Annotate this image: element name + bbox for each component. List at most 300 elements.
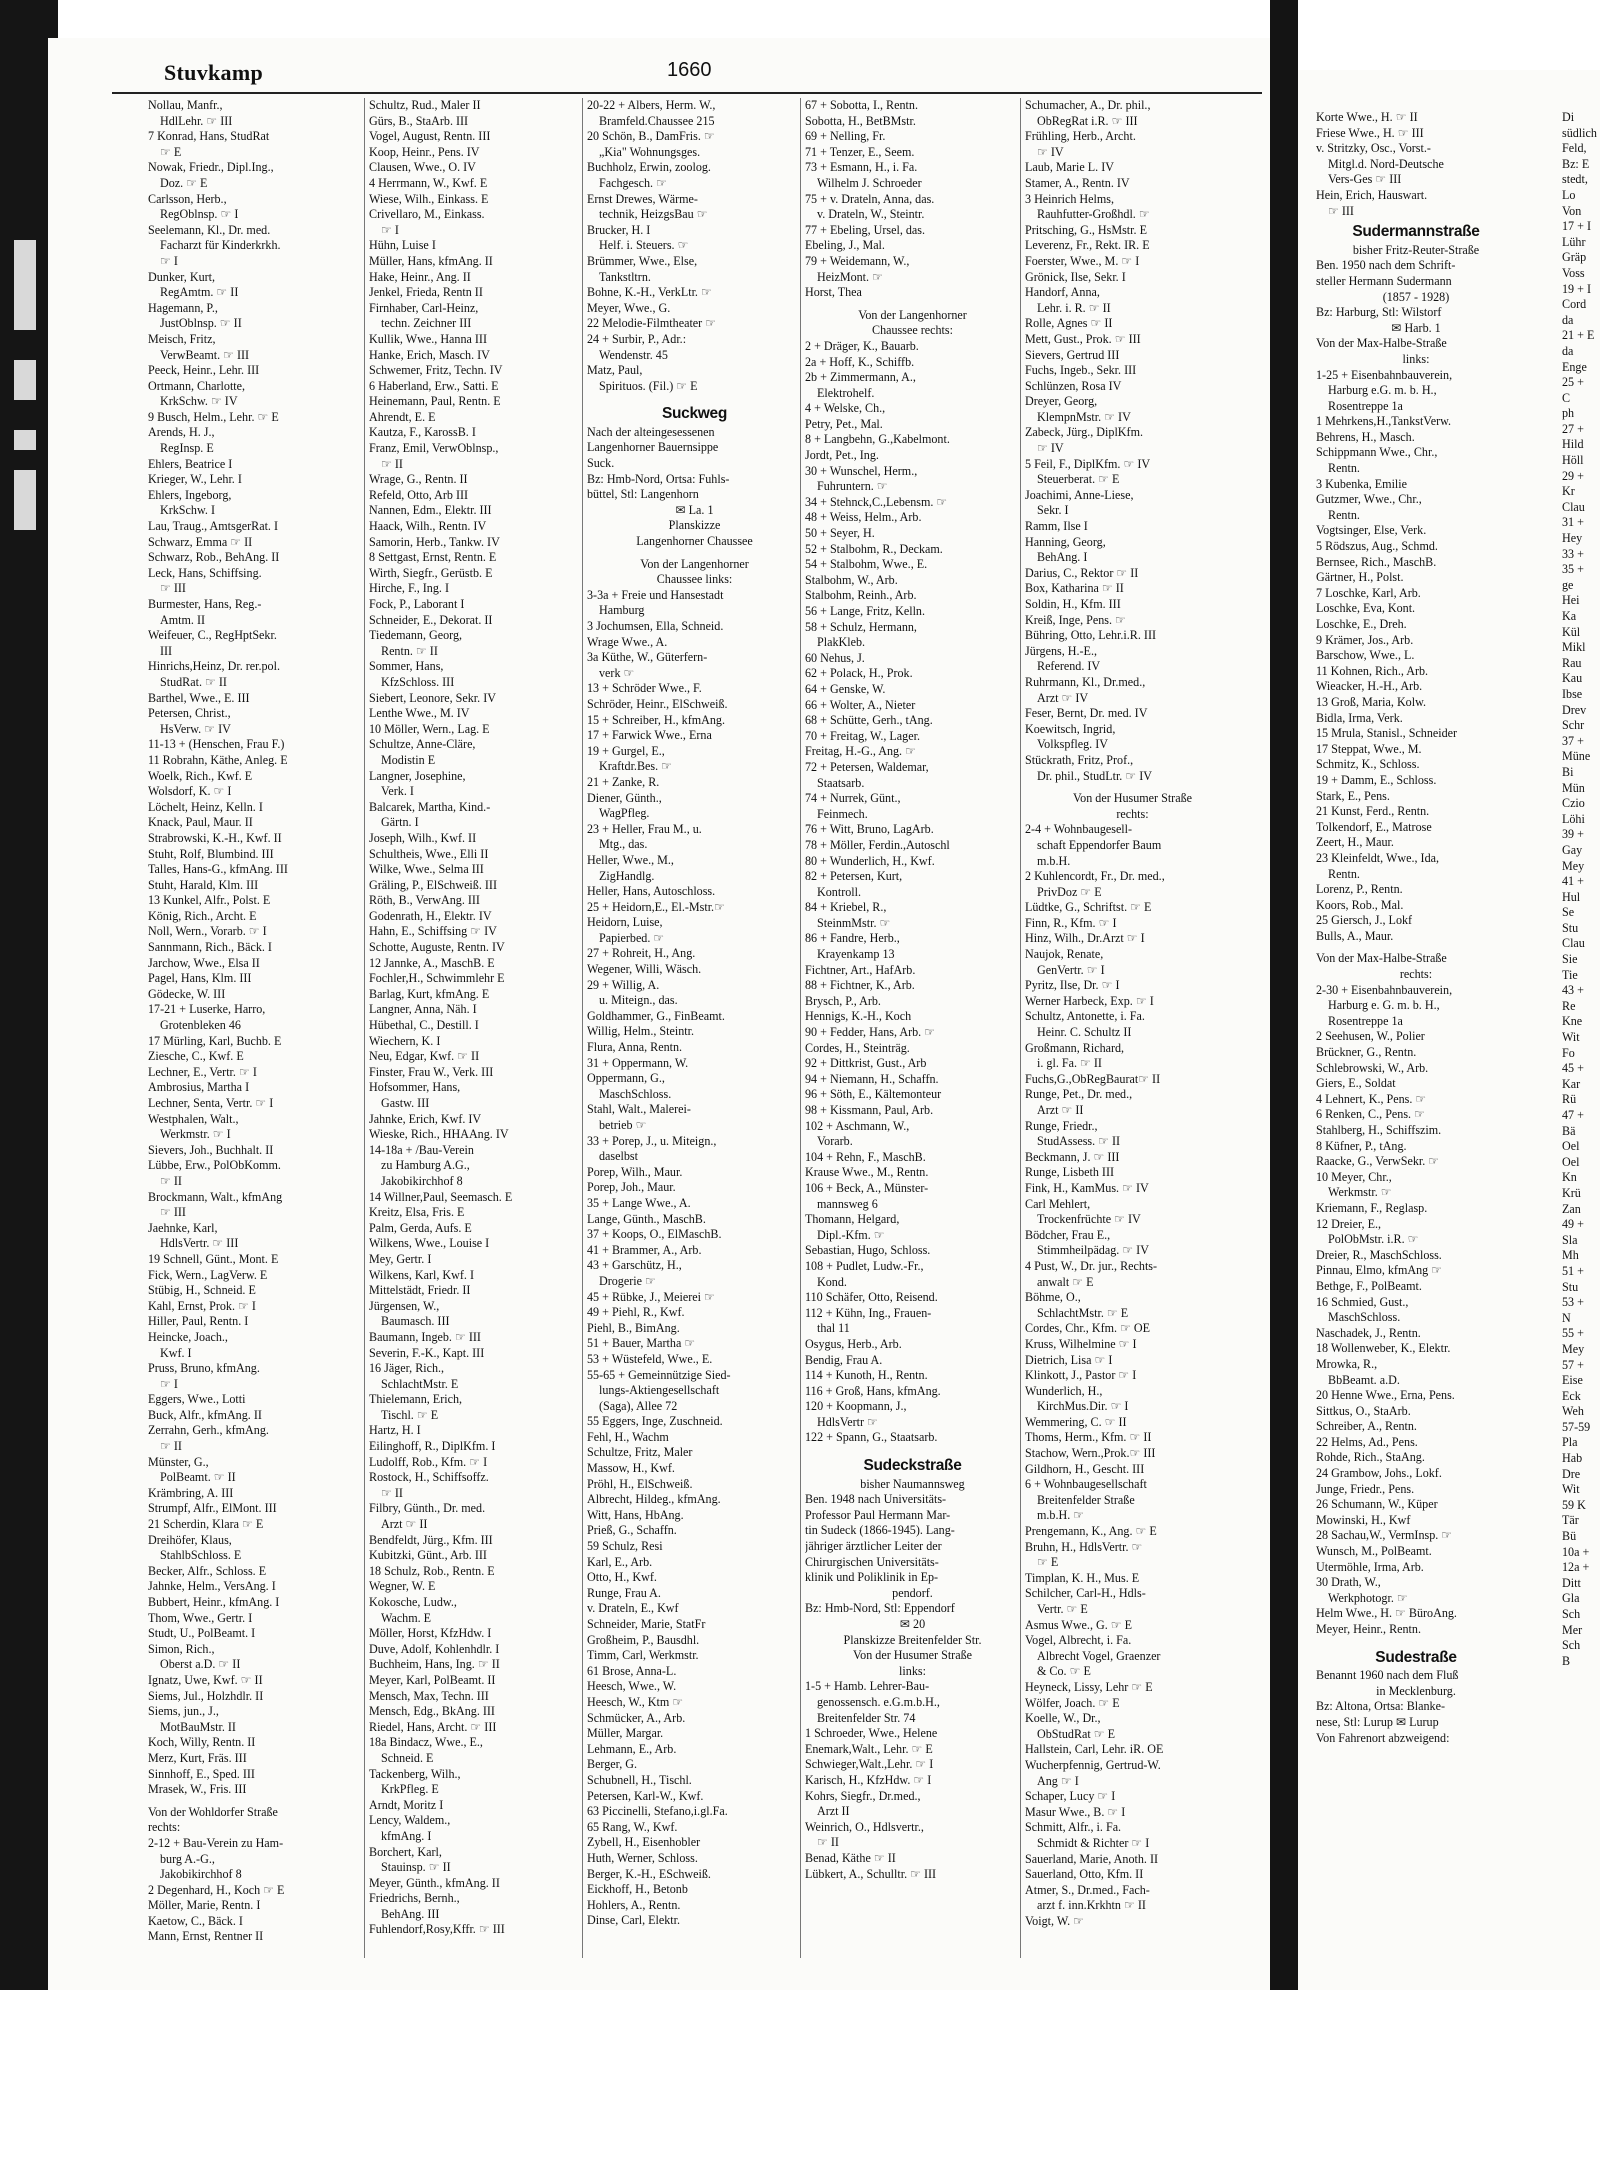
directory-entry: Brockmann, Walt., kfmAng (148, 1189, 283, 1204)
facing-fragment: südlich (1562, 125, 1597, 140)
directory-entry: Ernst Drewes, Wärme- (587, 191, 698, 206)
directory-entry: Karl, E., Arb. (587, 1554, 653, 1569)
column-4 (805, 98, 1020, 1882)
directory-entry: 10 Möller, Wern., Lag. E (369, 721, 490, 736)
directory-entry: Hagemann, P., (148, 300, 218, 315)
directory-entry: 12 Dreier, E., (1316, 1216, 1381, 1231)
page-number: 1660 (667, 59, 712, 81)
centered-note: bisher Naumannsweg (860, 1476, 965, 1491)
entry-continuation: Arzt II (817, 1804, 850, 1819)
facing-fragment: Kau (1562, 671, 1583, 686)
entry-continuation: Kontroll. (817, 884, 862, 899)
entry-continuation: Fachgesch. ☞ (599, 175, 667, 190)
directory-entry: Schlebrowski, W., Arb. (1316, 1060, 1429, 1075)
facing-fragment: da (1562, 343, 1574, 358)
directory-entry: Mrasek, W., Fris. III (148, 1782, 247, 1797)
directory-entry: 43 + Garschütz, H., (587, 1258, 682, 1273)
directory-entry: Runge, Frau A. (587, 1585, 661, 1600)
directory-entry: 63 Piccinelli, Stefano,i.gl.Fa. (587, 1804, 728, 1819)
directory-entry: Dreier, R., MaschSchloss. (1316, 1247, 1442, 1262)
directory-entry: Sievers, Joh., Buchhalt. II (148, 1142, 274, 1157)
directory-entry: steller Hermann Sudermann (1316, 273, 1452, 288)
directory-entry: Von der Max-Halbe-Straße (1316, 951, 1447, 966)
directory-entry: Willig, Helm., Steintr. (587, 1024, 695, 1039)
directory-entry: 65 Rang, W., Kwf. (587, 1819, 678, 1834)
directory-entry: Fick, Wern., LagVerw. E (148, 1267, 268, 1282)
directory-entry: Brysch, P., Arb. (805, 993, 881, 1008)
directory-entry: 70 + Freitag, W., Lager. (805, 728, 920, 743)
directory-entry: 79 + Weidemann, W., (805, 253, 910, 268)
directory-entry: Kokosche, Ludw., (369, 1595, 457, 1609)
directory-entry: Witt, Hans, HbAng. (587, 1507, 684, 1522)
directory-entry: 82 + Petersen, Kurt, (805, 869, 903, 884)
entry-continuation: ☞ I (160, 253, 178, 268)
entry-continuation: Werkmstr. ☞ I (160, 1127, 231, 1142)
directory-entry: Heidorn, Luise, (587, 915, 663, 930)
facing-fragment: Ditt (1562, 1575, 1581, 1590)
entry-continuation: Trockenfrüchte ☞ IV (1037, 1212, 1141, 1227)
directory-entry: Wegner, W. E (369, 1579, 436, 1594)
entry-continuation: Rentn. ☞ II (381, 643, 438, 658)
facing-fragment: Hab (1562, 1451, 1583, 1466)
entry-continuation: Breitenfelder Straße (1037, 1492, 1135, 1507)
entry-continuation: Rosentreppe 1a (1328, 1013, 1403, 1028)
directory-entry: Helm Wwe., H. ☞ BüroAng. (1316, 1606, 1457, 1621)
directory-entry: Benannt 1960 nach dem Fluß (1316, 1668, 1459, 1683)
facing-fragment: 41 + (1562, 874, 1584, 889)
spacer (805, 1446, 1020, 1453)
entry-continuation: HsVerw. ☞ IV (160, 721, 231, 736)
directory-entry: Schultz, Antonette, i. Fa. (1025, 1009, 1145, 1024)
directory-entry: 7 Konrad, Hans, StudRat (148, 129, 270, 144)
entry-continuation: Rentn. (1328, 866, 1360, 881)
directory-entry: Wrage Wwe., A. (587, 634, 668, 649)
directory-entry: Pritsching, G., HsMstr. E (1025, 222, 1147, 237)
directory-entry: 19 + Damm, E., Schloss. (1316, 772, 1437, 787)
directory-entry: 11 Robrahn, Käthe, Anleg. E (148, 752, 288, 767)
directory-entry: Bz: Hmb-Nord, Ortsa: Fuhls- (587, 471, 730, 486)
directory-entry: Runge, Lisbeth III (1025, 1165, 1115, 1180)
directory-entry: Ambrosius, Martha I (148, 1080, 250, 1095)
directory-entry: Ortmann, Charlotte, (148, 378, 246, 393)
facing-fragment: 51 + (1562, 1263, 1584, 1278)
entry-continuation: Gastw. III (381, 1096, 430, 1110)
facing-fragment: Eck (1562, 1388, 1581, 1403)
centered-note: Von der Husumer Straße (1072, 791, 1192, 806)
directory-entry: Stahl, Walt., Malerei- (587, 1102, 691, 1117)
directory-entry: Dietrich, Lisa ☞ I (1025, 1352, 1113, 1367)
entry-continuation: Stimmheilpädag. ☞ IV (1037, 1243, 1149, 1258)
directory-entry: 3 Heinrich Helms, (1025, 191, 1115, 206)
directory-entry: Wiechern, K. I (369, 1033, 441, 1048)
entry-continuation: Vorarb. (817, 1134, 853, 1149)
entry-continuation: Lehr. i. R. ☞ II (1037, 300, 1111, 315)
facing-fragment: da (1562, 312, 1574, 327)
directory-entry: Nowak, Friedr., Dipl.Ing., (148, 160, 274, 175)
directory-entry: Ehlers, Ingeborg, (148, 487, 232, 502)
entry-continuation: Breitenfelder Str. 74 (817, 1710, 916, 1725)
entry-continuation: Schmidt & Richter ☞ I (1037, 1835, 1150, 1850)
directory-entry: Schotte, Auguste, Rentn. IV (369, 940, 505, 955)
directory-entry: Gildhorn, H., Gescht. III (1025, 1461, 1145, 1476)
directory-entry: Frühling, Herb., Archt. (1025, 129, 1136, 144)
directory-entry: 1 Schroeder, Wwe., Helene (805, 1726, 938, 1741)
facing-fragment: C (1562, 390, 1571, 405)
facing-fragment: Mer (1562, 1622, 1583, 1637)
directory-entry: 22 Melodie-Filmtheater ☞ (587, 316, 717, 331)
directory-entry: Langner, Josephine, (369, 768, 466, 783)
directory-entry: 13 Groß, Maria, Kolw. (1316, 694, 1427, 709)
entry-continuation: Werkphotogr. ☞ (1328, 1590, 1408, 1605)
directory-entry: Klinkott, J., Pastor ☞ I (1025, 1368, 1137, 1383)
entry-continuation: KrkSchw. I (160, 503, 215, 518)
directory-entry: Darius, C., Rektor ☞ II (1025, 565, 1139, 580)
directory-entry: Tackenberg, Wilh., (369, 1766, 461, 1781)
facing-fragment: Cord (1562, 297, 1587, 312)
entry-continuation: verk ☞ (599, 665, 635, 680)
facing-fragment: Rü (1562, 1092, 1577, 1107)
column-2 (369, 98, 584, 1938)
entry-continuation: ☞ II (160, 1173, 182, 1188)
directory-entry: Simon, Rich., (148, 1641, 215, 1656)
directory-entry: Langenhorner Bauernsippe (587, 440, 719, 455)
directory-entry: Heincke, Joach., (148, 1329, 228, 1344)
directory-entry: Wolsdorf, K. ☞ I (148, 784, 232, 799)
directory-entry: Heesch, Wwe., W. (587, 1679, 677, 1694)
directory-entry: Foerster, Wwe., M. ☞ I (1025, 253, 1140, 268)
directory-entry: Hanning, Georg, (1025, 534, 1106, 549)
facing-fragment: Hei (1562, 593, 1580, 608)
facing-fragment: 35 + (1562, 562, 1584, 577)
facing-fragment: Mikl (1562, 640, 1586, 655)
directory-entry: Kahl, Ernst, Prok. ☞ I (148, 1298, 256, 1313)
directory-entry: Becker, Alfr., Schloss. E (148, 1563, 267, 1578)
facing-fragment: 17 + I (1562, 219, 1591, 234)
directory-entry: 13 + Schröder Wwe., F. (587, 681, 702, 696)
directory-entry: Naschadek, J., Rentn. (1316, 1325, 1421, 1340)
facing-fragment: Sla (1562, 1232, 1578, 1247)
directory-entry: Riedel, Hans, Archt. ☞ III (369, 1719, 497, 1734)
facing-fragment: Von (1562, 203, 1582, 218)
directory-entry: Bulls, A., Maur. (1316, 928, 1394, 943)
directory-entry: Jahnke, Erich, Kwf. IV (369, 1111, 482, 1126)
entry-continuation: lungs-Aktiengesellschaft (599, 1383, 720, 1398)
directory-entry: Borchert, Karl, (369, 1844, 442, 1859)
directory-entry: Albrecht, Hildeg., kfmAng. (587, 1492, 721, 1507)
facing-fragment: Tär (1562, 1513, 1579, 1528)
directory-entry: Stalbohm, W., Arb. (805, 572, 898, 587)
entry-continuation: Jakobikirchhof 8 (381, 1173, 463, 1188)
directory-entry: 61 Brose, Anna-L. (587, 1663, 677, 1678)
facing-fragment: Se (1562, 905, 1575, 920)
directory-entry: Friese Wwe., H. ☞ III (1316, 125, 1424, 140)
entry-continuation: ObRegRat i.R. ☞ III (1037, 113, 1138, 128)
entry-continuation: VerwBeamt. ☞ III (160, 347, 250, 362)
directory-entry: 122 + Spann, G., Staatsarb. (805, 1430, 938, 1445)
directory-entry: 4 + Welske, Ch., (805, 401, 886, 416)
directory-entry: Wilkens, Wwe., Louise I (369, 1236, 490, 1251)
directory-entry: Kubitzki, Günt., Arb. III (369, 1548, 487, 1563)
facing-fragment: Feld, (1562, 141, 1587, 156)
facing-fragment: 45 + (1562, 1061, 1584, 1076)
facing-fragment: Krü (1562, 1185, 1581, 1200)
entry-continuation: i. gl. Fa. ☞ II (1037, 1056, 1102, 1071)
directory-entry: Gödecke, W. III (148, 986, 226, 1001)
spacer (587, 550, 802, 557)
facing-fragment: Kr (1562, 484, 1575, 499)
entry-continuation: RegInsp. E (160, 441, 214, 456)
directory-entry: 62 + Polack, H., Prok. (805, 666, 913, 681)
directory-entry: 30 Drath, W., (1316, 1575, 1381, 1590)
directory-entry: 5 Feil, F., DiplKfm. ☞ IV (1025, 456, 1151, 471)
entry-continuation: Mitgl.d. Nord-Deutsche (1328, 156, 1444, 171)
entry-continuation: ☞ IV (1037, 144, 1064, 159)
directory-entry: Jenkel, Frieda, Rentn II (369, 285, 483, 300)
entry-continuation: Rentn. (1328, 461, 1360, 476)
directory-entry: Hiller, Paul, Rentn. I (148, 1314, 249, 1329)
entry-continuation: PrivDoz ☞ E (1037, 884, 1102, 899)
directory-entry: Lency, Waldem., (369, 1813, 451, 1828)
directory-entry: Stübig, H., Schneid. E (148, 1283, 256, 1298)
entry-continuation: MotBauMstr. II (160, 1719, 236, 1734)
directory-entry: Petry, Pet., Mal. (805, 416, 883, 431)
directory-entry: Hohlers, A., Rentn. (587, 1897, 681, 1912)
directory-entry: Koewitsch, Ingrid, (1025, 721, 1116, 736)
directory-entry: Krieger, W., Lehr. I (148, 472, 242, 487)
entry-continuation: Drogerie ☞ (599, 1273, 656, 1288)
directory-entry: Ebeling, J., Mal. (805, 238, 885, 253)
directory-entry: Cordes, H., Steinträg. (805, 1040, 910, 1055)
directory-entry: Kullik, Wwe., Hanna III (369, 331, 487, 346)
facing-fragment: 57 + (1562, 1357, 1584, 1372)
directory-entry: Wemmering, C. ☞ II (1025, 1414, 1127, 1429)
directory-entry: Seelemann, Kl., Dr. med. (148, 222, 271, 237)
directory-entry: Zeert, H., Maur. (1316, 835, 1394, 850)
directory-entry: Gutzmer, Wwe., Chr., (1316, 492, 1422, 507)
directory-entry: Bernsee, Rich., MaschB. (1316, 554, 1437, 569)
directory-entry: Tiedemann, Georg, (369, 628, 463, 643)
column-rule (364, 98, 365, 1958)
facing-fragment: Weh (1562, 1404, 1584, 1419)
directory-entry: Box, Katharina ☞ II (1025, 581, 1124, 596)
entry-continuation: ☞ I (160, 1376, 178, 1391)
directory-entry: tin Sudeck (1866-1945). Lang- (805, 1523, 955, 1538)
directory-entry: 110 Schäfer, Otto, Reisend. (805, 1290, 938, 1305)
directory-entry: Meisch, Fritz, (148, 331, 216, 346)
directory-entry: 2 Degenhard, H., Koch ☞ E (148, 1882, 285, 1897)
directory-entry: Wirth, Siegfr., Gerüstb. E (369, 565, 493, 580)
directory-entry: Merz, Kurt, Fräs. III (148, 1750, 247, 1765)
directory-entry: 49 + Piehl, R., Kwf. (587, 1305, 685, 1320)
directory-entry: 22 Helms, Ad., Pens. (1316, 1434, 1418, 1449)
entry-continuation: ☞ II (160, 1439, 182, 1454)
directory-entry: 55-65 + Gemeinnützige Sied- (587, 1367, 731, 1382)
entry-continuation: Arzt ☞ II (1037, 1103, 1084, 1117)
entry-continuation: Ang ☞ I (1037, 1773, 1079, 1788)
entry-continuation: BehAng. I (1037, 550, 1088, 565)
entry-continuation: Facharzt für Kinderkrkh. (160, 238, 281, 253)
directory-entry: Petersen, Christ., (148, 706, 231, 721)
facing-fragment: ge (1562, 577, 1574, 592)
directory-entry: Wucherpfennig, Gertrud-W. (1025, 1757, 1161, 1772)
directory-entry: Samorin, Herb., Tankw. IV (369, 534, 500, 549)
facing-fragment: Sch (1562, 1607, 1581, 1621)
entry-continuation: Kraftdr.Bes. ☞ (599, 759, 672, 774)
directory-entry: 75 + v. Drateln, Anna, das. (805, 191, 935, 206)
facing-fragment: Mey (1562, 1341, 1585, 1356)
directory-entry: 5 Rödszus, Aug., Schmd. (1316, 539, 1438, 554)
directory-entry: Studt, U., PolBeamt. I (148, 1626, 256, 1641)
directory-entry: Berger, K.-H., ESchweiß. (587, 1866, 711, 1881)
directory-entry: Bühring, Otto, Lehr.i.R. III (1025, 628, 1156, 643)
directory-entry: Kruss, Wilhelmine ☞ I (1025, 1336, 1137, 1351)
entry-continuation: SchlachtMstr. ☞ E (1037, 1305, 1129, 1320)
directory-entry: Carl Mehlert, (1025, 1196, 1091, 1211)
directory-entry: Professor Paul Hermann Mar- (805, 1507, 951, 1522)
directory-entry: 45 + Rübke, J., Meierei ☞ (587, 1289, 715, 1304)
centered-note: links: (1402, 351, 1430, 366)
entry-continuation: Rosentreppe 1a (1328, 398, 1403, 413)
directory-entry: Petersen, Karl-W., Kwf. (587, 1788, 704, 1803)
entry-continuation: Wendenstr. 45 (599, 347, 668, 362)
directory-entry: 30 + Wunschel, Herm., (805, 463, 918, 478)
directory-entry: Schubnell, H., Tischl. (587, 1772, 692, 1787)
directory-entry: 116 + Groß, Hans, kfmAng. (805, 1383, 941, 1398)
entry-continuation: Amtm. II (160, 612, 206, 627)
street-heading: Sudeckstraße (863, 1457, 962, 1475)
facing-fragment: Stu (1562, 920, 1579, 935)
directory-entry: Thomann, Helgard, (805, 1212, 900, 1227)
directory-entry: 3 Jochumsen, Ella, Schneid. (587, 619, 724, 633)
directory-entry: Siems, jun., J., (148, 1704, 219, 1719)
entry-continuation: ☞ II (381, 456, 403, 471)
directory-entry: Matz, Paul, (587, 363, 643, 378)
directory-entry: 2 Seehusen, W., Polier (1316, 1029, 1425, 1044)
entry-continuation: Volkspfleg. IV (1037, 737, 1108, 752)
directory-entry: Mrowka, R., (1316, 1356, 1378, 1371)
directory-entry: Brucker, H. I (587, 222, 651, 237)
directory-entry: Strumpf, Alfr., ElMont. III (148, 1501, 277, 1516)
centered-note: links: (899, 1663, 926, 1678)
column-5 (1025, 98, 1240, 1929)
entry-continuation: ZigHandlg. (599, 868, 655, 883)
entry-continuation: & Co. ☞ E (1037, 1664, 1091, 1679)
directory-entry: Wilkens, Karl, Kwf. I (369, 1267, 474, 1282)
directory-entry: Mey, Gertr. I (369, 1251, 432, 1266)
directory-entry: Barschow, Wwe., L. (1316, 648, 1415, 663)
directory-entry: Sobotta, H., BetBMstr. (805, 113, 916, 128)
directory-entry: Buck, Alfr., kfmAng. II (148, 1407, 262, 1422)
directory-entry: 120 + Koopmann, J., (805, 1399, 907, 1414)
entry-continuation: HdlLehr. ☞ III (160, 113, 233, 128)
directory-entry: v. Stritzky, Osc., Vorst.- (1316, 141, 1431, 156)
directory-entry: Schwieger,Walt.,Lehr. ☞ I (805, 1757, 934, 1772)
directory-entry: Krämbring, A. III (148, 1485, 234, 1500)
directory-entry: 25 + Heidorn,E., El.-Mstr.☞ (587, 899, 725, 914)
entry-continuation: Referend. IV (1037, 659, 1101, 674)
directory-entry: Schreiber, A., Rentn. (1316, 1419, 1417, 1434)
facing-fragment: B (1562, 1653, 1571, 1668)
directory-entry: Refeld, Otto, Arb III (369, 487, 469, 502)
directory-entry: Pinnau, Elmo, kfmAng ☞ (1316, 1263, 1443, 1278)
directory-entry: Heller, Hans, Autoschloss. (587, 884, 716, 899)
facing-fragment: Kar (1562, 1076, 1581, 1091)
facing-fragment: Tie (1562, 967, 1578, 982)
directory-entry: Sommer, Hans, (369, 659, 444, 674)
directory-entry: Schwarz, Rob., BehAng. II (148, 550, 280, 565)
directory-entry: 23 Kleinfeldt, Wwe., Ida, (1316, 850, 1440, 865)
directory-entry: Wunderlich, H., (1025, 1383, 1103, 1398)
directory-entry: Ruhrmann, Kl., Dr.med., (1025, 674, 1146, 689)
directory-entry: Hühn, Luise I (369, 238, 436, 253)
facing-fragment: Hild (1562, 437, 1584, 452)
directory-entry: Jaehnke, Karl, (148, 1220, 218, 1235)
directory-entry: Feser, Bernt, Dr. med. IV (1025, 706, 1148, 721)
directory-entry: 8 Küfner, P., tAng. (1316, 1138, 1407, 1153)
directory-entry: Eickhoff, H., Betonb (587, 1882, 688, 1897)
directory-entry: 96 + Söth, E., Kältemonteur (805, 1087, 942, 1102)
directory-entry: Crivellaro, M., Einkass. (369, 207, 485, 222)
directory-entry: 80 + Wunderlich, H., Kwf. (805, 853, 935, 868)
facing-fragment: Bü (1562, 1529, 1577, 1544)
entry-continuation: m.b.H. ☞ (1037, 1508, 1085, 1523)
entry-continuation: Jakobikirchhof 8 (160, 1867, 242, 1882)
centered-note: ✉ 20 (899, 1617, 926, 1631)
directory-entry: 4 Pust, W., Dr. jur., Rechts- (1025, 1258, 1158, 1273)
facing-fragment: Drev (1562, 702, 1587, 717)
centered-note: ✉ Harb. 1 (1391, 320, 1441, 335)
facing-fragment: stedt, (1562, 172, 1588, 187)
directory-entry: Bethge, F., PolBeamt. (1316, 1278, 1422, 1293)
directory-entry: Handorf, Anna, (1025, 285, 1100, 300)
entry-continuation: ☞ III (160, 581, 186, 596)
directory-entry: Stückrath, Fritz, Prof., (1025, 752, 1134, 767)
directory-entry: 6 Haberland, Erw., Satti. E (369, 378, 499, 393)
column-6 (1316, 110, 1516, 1746)
directory-entry: 37 + Koops, O., ElMaschB. (587, 1227, 722, 1242)
directory-entry: Pagel, Hans, Klm. III (148, 971, 252, 986)
facing-fragment: 21 + E (1562, 328, 1595, 343)
directory-entry: 67 + Sobotta, I., Rentn. (805, 98, 918, 112)
facing-fragment: 29 + (1562, 468, 1584, 483)
entry-continuation: mannsweg 6 (817, 1196, 878, 1211)
directory-entry: Schröder, Heinr., ElSchweiß. (587, 696, 728, 711)
facing-fragment: 39 + (1562, 827, 1584, 842)
directory-entry: Loschke, E., Dreh. (1316, 617, 1407, 631)
directory-entry: Diener, Günth., (587, 790, 662, 805)
directory-entry: Arndt, Moritz I (369, 1797, 444, 1812)
directory-entry: 14 Willner,Paul, Seemasch. E (369, 1189, 513, 1204)
entry-continuation: PolBeamt. ☞ II (160, 1470, 236, 1485)
directory-entry: Horst, Thea (805, 285, 862, 300)
directory-entry: klinik und Poliklinik in Ep- (805, 1570, 939, 1585)
street-heading: Sudestraße (1375, 1648, 1457, 1666)
directory-entry: Schultze, Fritz, Maler (587, 1445, 693, 1460)
directory-entry: Großheim, P., Bausdhl. (587, 1632, 700, 1647)
entry-continuation: Dr. phil., StudLtr. ☞ IV (1037, 768, 1152, 783)
facing-fragment: 10a + (1562, 1544, 1590, 1559)
directory-entry: 53 + Wüstefeld, Wwe., E. (587, 1351, 713, 1366)
centered-note: rechts: (1399, 967, 1433, 982)
centered-note: Chaussee links: (656, 572, 733, 587)
directory-entry: Baumann, Ingeb. ☞ III (369, 1329, 481, 1344)
directory-entry: Laub, Marie L. IV (1025, 160, 1114, 175)
entry-continuation: StudRat. ☞ II (160, 674, 227, 689)
directory-entry: Mowinski, H., Kwf (1316, 1512, 1411, 1527)
entry-continuation: Rentn. (1328, 507, 1360, 522)
facing-fragment: Sie (1562, 952, 1578, 967)
facing-fragment: Ibse (1562, 686, 1583, 701)
